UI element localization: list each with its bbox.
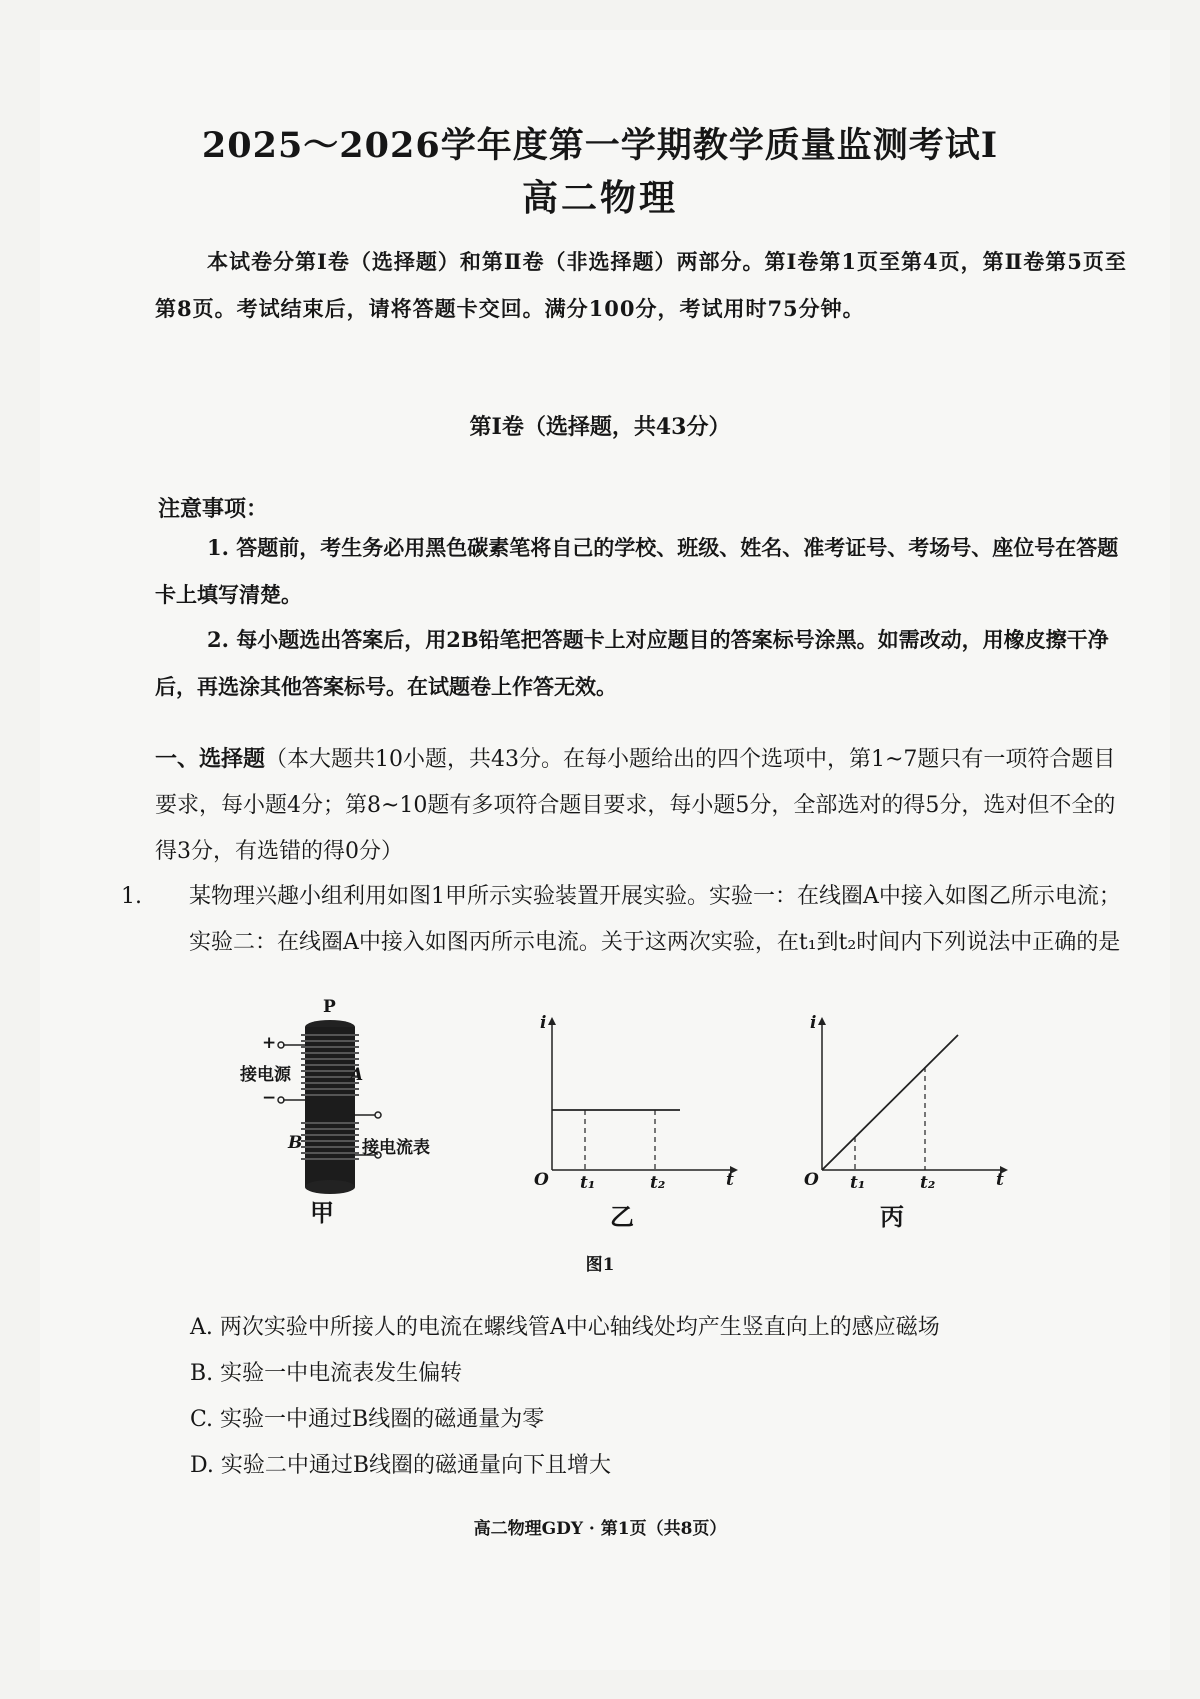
figure-1 xyxy=(240,997,1110,1235)
bing-origin: O xyxy=(804,1170,819,1190)
page-footer: 高二物理GDY · 第1页（共8页） xyxy=(473,1519,727,1539)
bing-t1: t₁ xyxy=(850,1173,866,1193)
section-one-text: （本大题共10小题，共43分。在每小题给出的四个选项中，第1~7题只有一项符合题目要求，每小题4分；第8~10题有多项符合题目要求，每小题5分，全部选对的得5分，选对但不全的得3分，有选错的得0分） xyxy=(155,747,1116,864)
graph-yi xyxy=(540,1015,740,1185)
label-ammeter: 接电流表 xyxy=(362,1138,430,1158)
figure-bing-label: 丙 xyxy=(880,1202,904,1231)
label-p: P xyxy=(323,997,336,1017)
exam-subject: 高二物理 xyxy=(521,177,678,219)
question-1-number: 1. xyxy=(121,884,142,909)
apparatus-diagram xyxy=(250,1005,470,1205)
section-one-instructions xyxy=(155,736,1135,875)
label-minus: − xyxy=(262,1088,277,1108)
notice-item-2: 2. 每小题选出答案后，用2B铅笔把答题卡上对应题目的答案标号涂黑。如需改动，用橡皮擦干净后，再选涂其他答案标号。在试题卷上作答无效。 xyxy=(155,627,1109,699)
question-1-stem xyxy=(121,874,1139,966)
option-c: C. 实验一中通过B线圈的磁通量为零 xyxy=(190,1407,545,1432)
yi-t2: t₂ xyxy=(650,1173,666,1193)
figure-yi-label: 乙 xyxy=(610,1202,634,1231)
notice-title: 注意事项： xyxy=(158,496,269,522)
question-1-text: 某物理兴趣小组利用如图1甲所示实验装置开展实验。实验一：在线圈A中接入如图乙所示电流；实验二：在线圈A中接入如图丙所示电流。关于这两次实验，在t₁到t₂时间内下列说法中正确的是 xyxy=(189,884,1121,955)
label-coil-b: B xyxy=(288,1133,303,1153)
bing-x-axis: t xyxy=(996,1170,1004,1190)
section-one-label: 一、选择题 xyxy=(155,746,266,772)
yi-x-axis: t xyxy=(726,1170,734,1190)
label-plus: + xyxy=(262,1033,277,1053)
exam-title: 2025～2026学年度第一学期教学质量监测考试Ⅰ xyxy=(201,125,999,166)
option-d: D. 实验二中通过B线圈的磁通量向下且增大 xyxy=(190,1453,612,1478)
bing-y-axis: i xyxy=(810,1013,817,1033)
notice-item-1: 1. 答题前，考生务必用黑色碳素笔将自己的学校、班级、姓名、准考证号、考场号、座位号在答题卡上填写清楚。 xyxy=(155,535,1119,607)
yi-t1: t₁ xyxy=(580,1173,596,1193)
yi-y-axis: i xyxy=(540,1013,547,1033)
part1-heading: 第Ⅰ卷（选择题，共43分） xyxy=(469,414,731,440)
intro-paragraph: 本试卷分第Ⅰ卷（选择题）和第Ⅱ卷（非选择题）两部分。第Ⅰ卷第1页至第4页，第Ⅱ卷第5页至第8页。考试结束后，请将答题卡交回。满分100分，考试用时75分钟。 xyxy=(155,249,1127,321)
label-power: 接电源 xyxy=(240,1065,291,1085)
bing-t2: t₂ xyxy=(920,1173,936,1193)
option-b: B. 实验一中电流表发生偏转 xyxy=(190,1361,463,1386)
figure-jia-label: 甲 xyxy=(310,1198,334,1227)
graph-bing xyxy=(810,1015,1010,1185)
option-a: A. 两次实验中所接人的电流在螺线管A中心轴线处均产生竖直向上的感应磁场 xyxy=(190,1315,940,1340)
label-coil-a: A xyxy=(350,1065,364,1085)
figure-caption: 图1 xyxy=(585,1255,615,1275)
bing-current-line xyxy=(822,1035,958,1170)
yi-origin: O xyxy=(534,1170,549,1190)
